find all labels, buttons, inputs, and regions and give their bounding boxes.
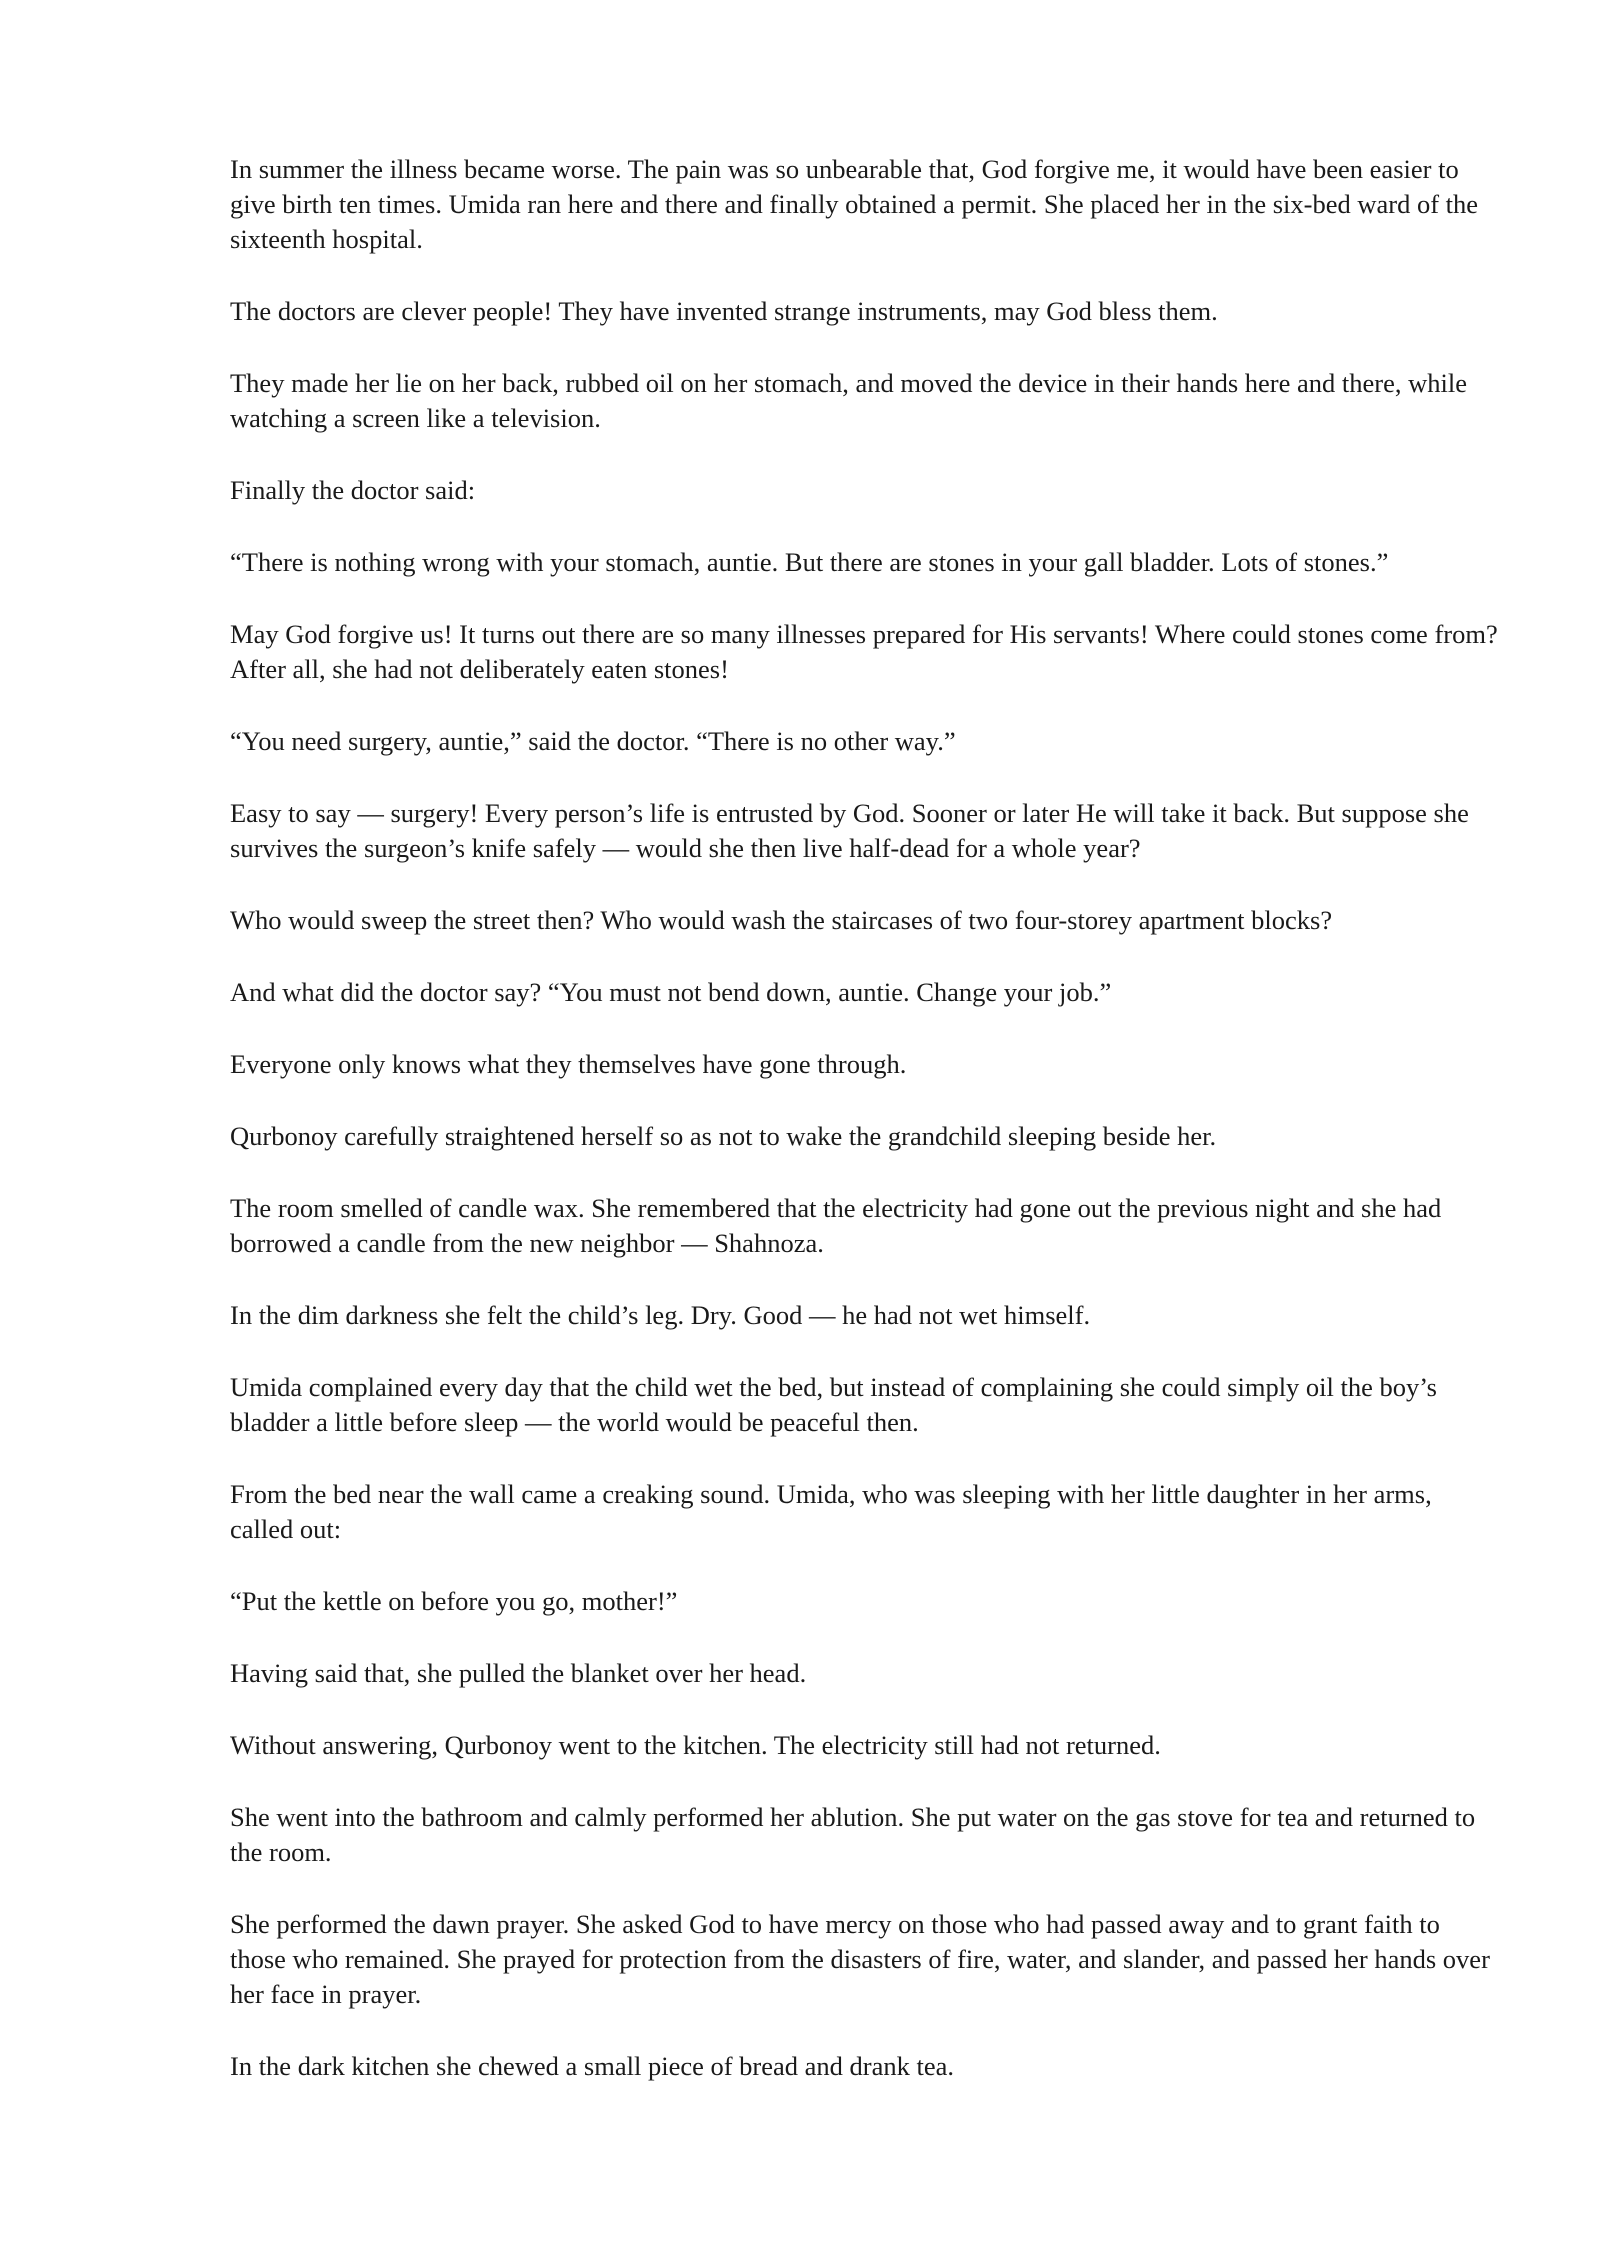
paragraph: Qurbonoy carefully straightened herself so as not to wake the grandchild sleeping beside her. xyxy=(230,1121,1217,1151)
paragraph: “There is nothing wrong with your stomach, auntie. But there are stones in your gall bladder. Lots of stones.” xyxy=(230,547,1389,577)
paragraph: In the dark kitchen she chewed a small piece of bread and drank tea. xyxy=(230,2051,955,2081)
paragraph: And what did the doctor say? “You must not bend down, auntie. Change your job.” xyxy=(230,977,1112,1007)
paragraph: The room smelled of candle wax. She remembered that the electricity had gone out the previous night and she had borrowed a candle from the new neighbor — Shahnoza. xyxy=(230,1193,1442,1258)
paragraph: Easy to say — surgery! Every person’s life is entrusted by God. Sooner or later He will take it back. But suppose she survives the surgeon’s knife safely — would she then live half-dead for a whole year? xyxy=(230,798,1469,863)
paragraph: Finally the doctor said: xyxy=(230,475,476,505)
paragraph: They made her lie on her back, rubbed oil on her stomach, and moved the device in their hands here and there, while watching a screen like a television. xyxy=(230,368,1467,433)
paragraph: She went into the bathroom and calmly performed her ablution. She put water on the gas stove for tea and returned to the room. xyxy=(230,1802,1476,1867)
paragraph: The doctors are clever people! They have invented strange instruments, may God bless them. xyxy=(230,296,1218,326)
paragraph: Having said that, she pulled the blanket over her head. xyxy=(230,1658,807,1688)
document-page xyxy=(230,152,1500,2121)
paragraph: From the bed near the wall came a creaking sound. Umida, who was sleeping with her little daughter in her arms, called out: xyxy=(230,1479,1432,1544)
paragraph: She performed the dawn prayer. She asked God to have mercy on those who had passed away and to grant faith to those who remained. She prayed for protection from the disasters of fire, water, and slander, and passed her hands over her face in prayer. xyxy=(230,1909,1490,2009)
paragraph: “Put the kettle on before you go, mother!” xyxy=(230,1586,678,1616)
paragraph: Everyone only knows what they themselves have gone through. xyxy=(230,1049,907,1079)
paragraph: Umida complained every day that the child wet the bed, but instead of complaining she could simply oil the boy’s bladder a little before sleep — the world would be peaceful then. xyxy=(230,1372,1437,1437)
paragraph: “You need surgery, auntie,” said the doctor. “There is no other way.” xyxy=(230,726,956,756)
paragraph: Without answering, Qurbonoy went to the kitchen. The electricity still had not returned. xyxy=(230,1730,1161,1760)
paragraph: May God forgive us! It turns out there are so many illnesses prepared for His servants! Where could stones come from? After all, she had not deliberately eaten stones! xyxy=(230,619,1498,684)
paragraph: Who would sweep the street then? Who would wash the staircases of two four-storey apartment blocks? xyxy=(230,905,1333,935)
paragraph: In the dim darkness she felt the child’s leg. Dry. Good — he had not wet himself. xyxy=(230,1300,1091,1330)
paragraph: In summer the illness became worse. The pain was so unbearable that, God forgive me, it would have been easier to give birth ten times. Umida ran here and there and finally obtained a permit. She placed her in the six-bed ward of the sixteenth hospital. xyxy=(230,154,1479,254)
